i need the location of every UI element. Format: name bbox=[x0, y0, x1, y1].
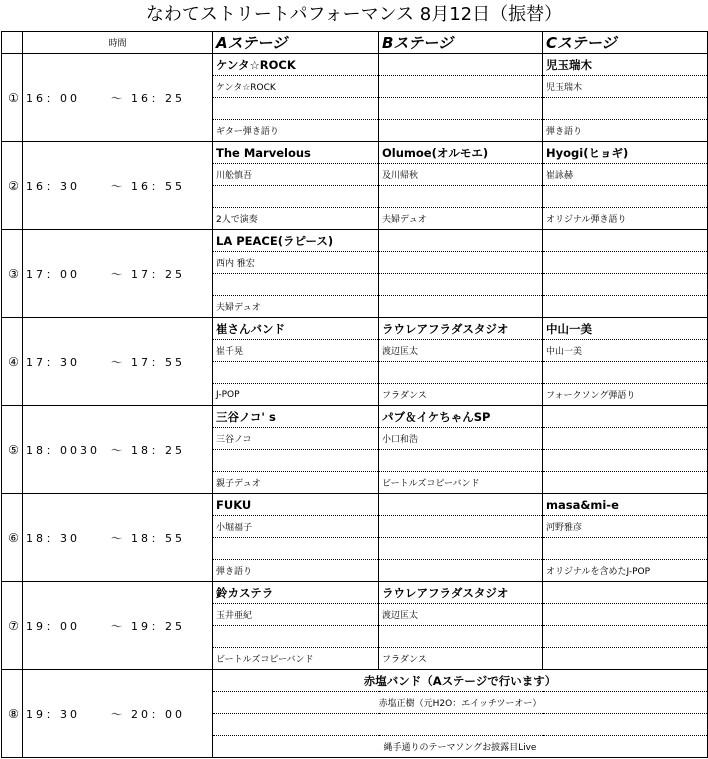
stage-b-member bbox=[379, 252, 543, 274]
stage-a-genre: 2人で演奏 bbox=[213, 208, 379, 230]
start-time: 19：00 bbox=[26, 619, 80, 633]
stage-c-blank bbox=[543, 538, 708, 560]
time-separator: ～ bbox=[111, 531, 125, 545]
slot-index: ③ bbox=[2, 230, 23, 318]
stage-b-member: 渡辺匡太 bbox=[379, 604, 543, 626]
time-cell bbox=[23, 230, 213, 318]
time-separator: ～ bbox=[111, 619, 125, 633]
stage-c-member: 河野雅彦 bbox=[543, 516, 708, 538]
table-row bbox=[2, 230, 708, 252]
stage-a-member: 川舩慎吾 bbox=[213, 164, 379, 186]
stage-a-blank bbox=[213, 98, 379, 120]
time-separator: ～ bbox=[111, 707, 125, 721]
stage-b-name bbox=[379, 494, 543, 516]
stage-a-name: The Marvelous bbox=[213, 142, 379, 164]
stage-c-name bbox=[543, 230, 708, 252]
stage-a-genre: 弾き語り bbox=[213, 560, 379, 582]
final-act-blank bbox=[213, 714, 708, 736]
header-row bbox=[2, 32, 708, 54]
stage-c-blank bbox=[543, 362, 708, 384]
stage-a-blank bbox=[213, 450, 379, 472]
stage-c-member: 中山一美 bbox=[543, 340, 708, 362]
end-time: 19：25 bbox=[131, 619, 185, 633]
slot-index: ⑦ bbox=[2, 582, 23, 670]
stage-c-name: 中山一美 bbox=[543, 318, 708, 340]
final-act-member: 赤塩正樹（元H2O：エイッチツーオー） bbox=[213, 692, 708, 714]
stage-b-genre: フラダンス bbox=[379, 648, 543, 670]
start-time: 18：30 bbox=[26, 531, 80, 545]
stage-c-member bbox=[543, 252, 708, 274]
stage-b-name bbox=[379, 54, 543, 76]
time-cell bbox=[23, 406, 213, 494]
stage-a-member: 崔千晃 bbox=[213, 340, 379, 362]
stage-a-member: 三谷ノコ bbox=[213, 428, 379, 450]
time-cell bbox=[23, 670, 213, 758]
time-separator: ～ bbox=[111, 179, 125, 193]
time-separator: ～ bbox=[111, 267, 125, 281]
stage-b-name: ラウレアフラダスタジオ bbox=[379, 318, 543, 340]
stage-c-genre: オリジナル弾き語り bbox=[543, 208, 708, 230]
stage-c-blank bbox=[543, 274, 708, 296]
table-row bbox=[2, 406, 708, 428]
stage-c-name bbox=[543, 406, 708, 428]
table-row bbox=[2, 582, 708, 604]
stage-b-blank bbox=[379, 186, 543, 208]
stage-b-genre bbox=[379, 120, 543, 142]
stage-b-blank bbox=[379, 538, 543, 560]
end-time: 18：55 bbox=[131, 531, 185, 545]
table-row bbox=[2, 670, 708, 692]
stage-b-blank bbox=[379, 626, 543, 648]
stage-b-member bbox=[379, 516, 543, 538]
time-cell bbox=[23, 318, 213, 406]
stage-a-blank bbox=[213, 538, 379, 560]
stage-a-genre: ギター弾き語り bbox=[213, 120, 379, 142]
stage-a-member: 西内 雅宏 bbox=[213, 252, 379, 274]
end-time: 17：25 bbox=[131, 267, 185, 281]
stage-a-name: 崔さんバンド bbox=[213, 318, 379, 340]
header-time: 時間 bbox=[23, 32, 213, 54]
page-title: なわてストリートパフォーマンス 8月12日（振替） bbox=[145, 4, 563, 25]
stage-c-member: 崔詠赫 bbox=[543, 164, 708, 186]
table-row bbox=[2, 54, 708, 76]
time-cell bbox=[23, 54, 213, 142]
stage-c-blank bbox=[543, 626, 708, 648]
stage-c-name: masa&mi-e bbox=[543, 494, 708, 516]
stage-a-genre: 夫婦デュオ bbox=[213, 296, 379, 318]
stage-a-blank bbox=[213, 362, 379, 384]
table-row bbox=[2, 494, 708, 516]
stage-a-blank bbox=[213, 186, 379, 208]
stage-c-blank bbox=[543, 186, 708, 208]
stage-b-member: 小口和浩 bbox=[379, 428, 543, 450]
stage-b-name: ラウレアフラダスタジオ bbox=[379, 582, 543, 604]
stage-c-blank bbox=[543, 450, 708, 472]
stage-a-name: 鈴カステラ bbox=[213, 582, 379, 604]
stage-b-genre bbox=[379, 560, 543, 582]
stage-a-name: ケンタ☆ROCK bbox=[213, 54, 379, 76]
stage-c-genre bbox=[543, 296, 708, 318]
stage-c-blank bbox=[543, 98, 708, 120]
stage-c-member: 児玉瑞木 bbox=[543, 76, 708, 98]
stage-b-member bbox=[379, 76, 543, 98]
stage-a-genre: J-POP bbox=[213, 384, 379, 406]
stage-b-name: パブ＆イケちゃんSP bbox=[379, 406, 543, 428]
table-row bbox=[2, 142, 708, 164]
stage-c-genre: オリジナルを含めたJ-POP bbox=[543, 560, 708, 582]
start-time: 18：0030 bbox=[26, 443, 100, 457]
stage-c-name: 児玉瑞木 bbox=[543, 54, 708, 76]
slot-index: ⑥ bbox=[2, 494, 23, 582]
time-cell bbox=[23, 582, 213, 670]
stage-b-member: 渡辺匡太 bbox=[379, 340, 543, 362]
stage-b-blank bbox=[379, 274, 543, 296]
stage-a-genre: ビートルズコピーバンド bbox=[213, 648, 379, 670]
stage-b-blank bbox=[379, 362, 543, 384]
time-cell bbox=[23, 494, 213, 582]
start-time: 16：30 bbox=[26, 179, 80, 193]
stage-c-name bbox=[543, 582, 708, 604]
final-act-name: 赤塩バンド（Aステージで行います） bbox=[213, 670, 708, 692]
end-time: 18：25 bbox=[131, 443, 185, 457]
header-stage-a: Aステージ bbox=[213, 32, 379, 54]
stage-b-genre: ビートルズコピーバンド bbox=[379, 472, 543, 494]
stage-a-member: 玉井亜紀 bbox=[213, 604, 379, 626]
stage-b-member: 及川帰秋 bbox=[379, 164, 543, 186]
stage-a-name: 三谷ノコ' s bbox=[213, 406, 379, 428]
stage-b-blank bbox=[379, 98, 543, 120]
slot-index: ① bbox=[2, 54, 23, 142]
start-time: 17：00 bbox=[26, 267, 80, 281]
stage-b-genre bbox=[379, 296, 543, 318]
slot-index: ④ bbox=[2, 318, 23, 406]
header-index-cell bbox=[2, 32, 23, 54]
stage-a-member: 小堀福子 bbox=[213, 516, 379, 538]
stage-b-name: Olumoe(オルモエ) bbox=[379, 142, 543, 164]
stage-c-genre: 弾き語り bbox=[543, 120, 708, 142]
stage-a-member: ケンタ☆ROCK bbox=[213, 76, 379, 98]
stage-b-genre: 夫婦デュオ bbox=[379, 208, 543, 230]
end-time: 16：25 bbox=[131, 91, 185, 105]
stage-a-genre: 親子デュオ bbox=[213, 472, 379, 494]
stage-b-name bbox=[379, 230, 543, 252]
start-time: 17：30 bbox=[26, 355, 80, 369]
header-stage-c: Cステージ bbox=[543, 32, 708, 54]
schedule-table bbox=[1, 31, 708, 758]
stage-c-member bbox=[543, 428, 708, 450]
start-time: 19：30 bbox=[26, 707, 80, 721]
end-time: 17：55 bbox=[131, 355, 185, 369]
table-row bbox=[2, 318, 708, 340]
time-separator: ～ bbox=[111, 355, 125, 369]
slot-index: ⑤ bbox=[2, 406, 23, 494]
start-time: 16：00 bbox=[26, 91, 80, 105]
time-separator: ～ bbox=[111, 443, 125, 457]
end-time: 20：00 bbox=[131, 707, 185, 721]
stage-a-name: LA PEACE(ラピース) bbox=[213, 230, 379, 252]
slot-index: ② bbox=[2, 142, 23, 230]
time-cell bbox=[23, 142, 213, 230]
stage-c-name: Hyogi(ヒョギ) bbox=[543, 142, 708, 164]
stage-a-name: FUKU bbox=[213, 494, 379, 516]
final-act-note: 縄手通りのテーマソングお披露目Live bbox=[213, 736, 708, 758]
stage-b-blank bbox=[379, 450, 543, 472]
stage-c-member bbox=[543, 604, 708, 626]
stage-a-blank bbox=[213, 626, 379, 648]
slot-index: ⑧ bbox=[2, 670, 23, 758]
stage-a-blank bbox=[213, 274, 379, 296]
end-time: 16：55 bbox=[131, 179, 185, 193]
stage-c-genre bbox=[543, 648, 708, 670]
stage-c-genre: フォークソング弾語り bbox=[543, 384, 708, 406]
stage-b-genre: フラダンス bbox=[379, 384, 543, 406]
header-stage-b: Bステージ bbox=[379, 32, 543, 54]
time-separator: ～ bbox=[111, 91, 125, 105]
stage-c-genre bbox=[543, 472, 708, 494]
